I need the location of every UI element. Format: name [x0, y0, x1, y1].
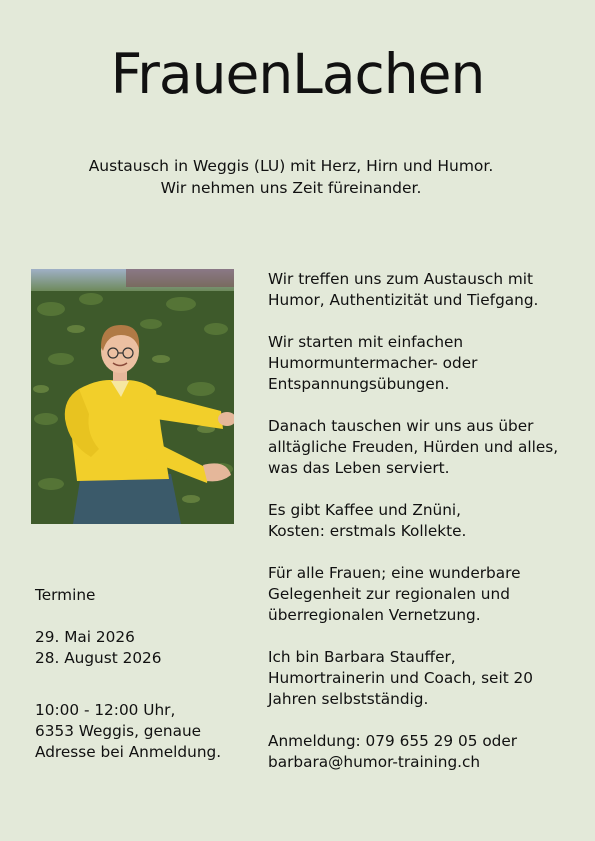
- termine-heading: Termine: [35, 586, 96, 604]
- paragraph-audience: Für alle Frauen; eine wunderbare Gelegenheit zur regionalen und überregionalen Vernetzung.: [268, 564, 521, 624]
- paragraph-exchange: Danach tauschen wir uns aus über alltägliche Freuden, Hürden und alles, was das Leben serviert.: [268, 417, 559, 477]
- termine-section: [35, 585, 255, 763]
- paragraph-costs: Es gibt Kaffee und Znüni, Kosten: erstmals Kollekte.: [268, 501, 467, 540]
- paragraph-registration: Anmeldung: 079 655 29 05 oder barbara@humor-training.ch: [268, 732, 518, 771]
- description-column: [268, 269, 583, 794]
- page-title: FrauenLachen: [110, 42, 485, 106]
- portrait-photo: [31, 269, 234, 524]
- subtitle-line-1: Austausch in Weggis (LU) mit Herz, Hirn und Humor.: [88, 157, 494, 175]
- paragraph-exercises: Wir starten mit einfachen Humormuntermacher- oder Entspannungsübungen.: [268, 333, 478, 393]
- subtitle: [0, 155, 582, 199]
- termine-details: 10:00 - 12:00 Uhr, 6353 Weggis, genaue Adresse bei Anmeldung.: [35, 701, 222, 761]
- paragraph-about: Ich bin Barbara Stauffer, Humortrainerin und Coach, seit 20 Jahren selbstständig.: [268, 648, 534, 708]
- termine-dates: 29. Mai 2026 28. August 2026: [35, 628, 162, 667]
- portrait-illustration: [31, 269, 234, 524]
- paragraph-intro: Wir treffen uns zum Austausch mit Humor, Authentizität und Tiefgang.: [268, 270, 539, 309]
- subtitle-line-2: Wir nehmen uns Zeit füreinander.: [160, 179, 422, 197]
